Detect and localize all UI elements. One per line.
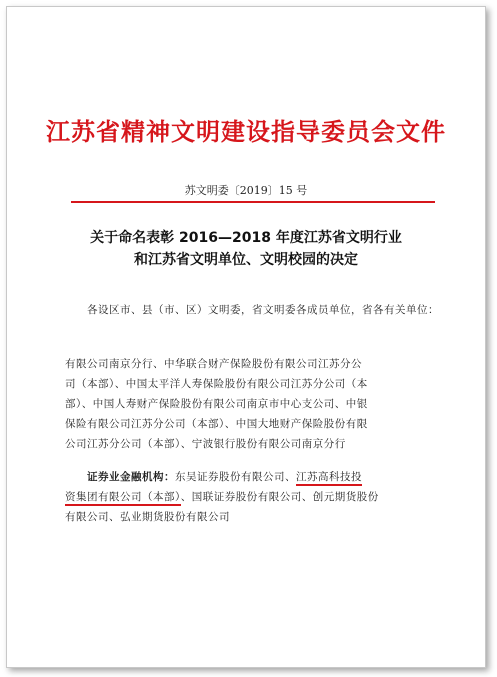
red-divider [71,201,435,203]
banking-institutions-paragraph [65,354,443,454]
securities-line-1 [65,467,443,487]
highlighted-company-cont: 资集团有限公司（本部） [65,491,181,506]
highlighted-company: 江苏高科技投 [296,471,362,486]
decision-heading [47,227,445,271]
banking-line: 司（本部）、中国太平洋人寿保险股份有限公司江苏分公司（本 [65,378,368,390]
heading-line-2: 和江苏省文明单位、文明校园的决定 [134,252,358,268]
securities-paragraph [65,467,443,527]
document-number: 苏文明委〔2019〕15 号 [184,184,308,197]
issuer-title: 江苏省精神文明建设指导委员会文件 [46,117,446,146]
securities-text: 东吴证券股份有限公司、 [175,471,296,483]
securities-label: 证券业金融机构： [87,471,175,483]
banking-line: 保险有限公司江苏分公司（本部）、中国大地财产保险股份有限 [65,418,368,430]
document-page [6,6,486,668]
securities-line-2 [65,487,443,507]
banking-line: 有限公司南京分行、中华联合财产保险股份有限公司江苏分公 [65,358,362,370]
heading-line-1: 关于命名表彰 2016—2018 年度江苏省文明行业 [90,230,402,246]
banking-line: 部）、中国人寿财产保险股份有限公司南京市中心支公司、中银 [65,398,368,410]
addressee-paragraph: 各设区市、县（市、区）文明委，省文明委各成员单位，省各有关单位： [87,304,439,316]
securities-line-3: 有限公司、弘业期货股份有限公司 [65,511,230,523]
banking-line: 公司江苏分公司（本部）、宁波银行股份有限公司南京分行 [65,438,346,450]
securities-text: 、国联证券股份有限公司、创元期货股份 [180,491,379,503]
